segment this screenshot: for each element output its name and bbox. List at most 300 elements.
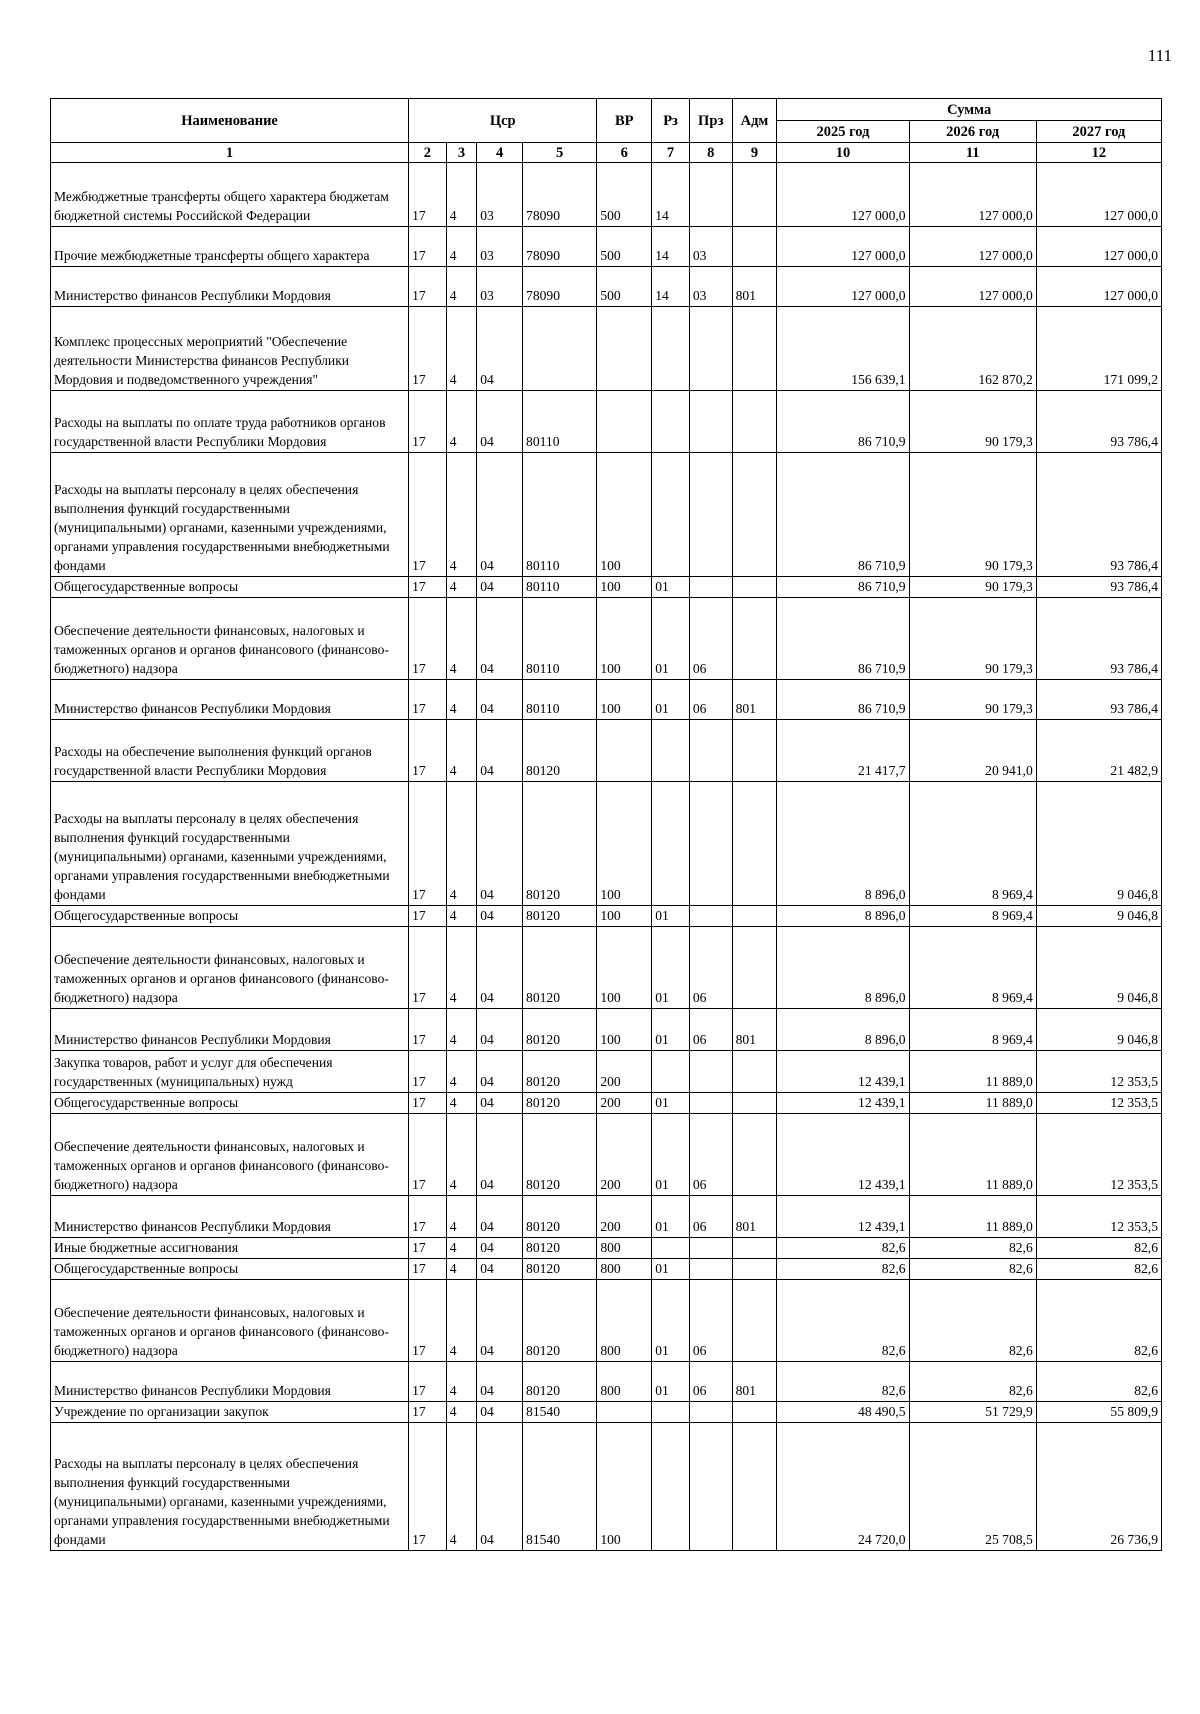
header-csr: Цср [409,99,597,143]
sum-2027: 82,6 [1036,1362,1161,1402]
sum-2025: 82,6 [777,1280,909,1362]
sum-2025: 127 000,0 [777,227,909,267]
csr-part-3: 04 [477,782,523,906]
sum-2025: 12 439,1 [777,1051,909,1093]
rz-code [652,1238,690,1259]
adm-code [732,1423,777,1551]
prz-code [689,906,732,927]
sum-2025: 12 439,1 [777,1114,909,1196]
vr-code: 100 [597,598,652,680]
sum-2026: 51 729,9 [909,1402,1036,1423]
sum-2025: 8 896,0 [777,1009,909,1051]
table-row [51,1093,1162,1114]
col-number: 11 [909,143,1036,163]
sum-2027: 82,6 [1036,1259,1161,1280]
col-number: 3 [446,143,477,163]
sum-2027: 21 482,9 [1036,720,1161,782]
col-number: 5 [523,143,597,163]
table-row [51,1009,1162,1051]
row-name: Министерство финансов Республики Мордовия [51,1362,409,1402]
csr-part-2: 4 [446,307,477,391]
adm-code [732,1114,777,1196]
table-row [51,307,1162,391]
prz-code: 06 [689,1114,732,1196]
sum-2026: 90 179,3 [909,598,1036,680]
rz-code: 01 [652,577,690,598]
csr-part-3: 04 [477,1402,523,1423]
sum-2027: 127 000,0 [1036,163,1161,227]
csr-part-2: 4 [446,1402,477,1423]
csr-part-1: 17 [409,1362,447,1402]
sum-2025: 156 639,1 [777,307,909,391]
csr-part-1: 17 [409,1093,447,1114]
header-prz: Прз [689,99,732,143]
sum-2027: 9 046,8 [1036,906,1161,927]
sum-2026: 82,6 [909,1280,1036,1362]
csr-part-2: 4 [446,1051,477,1093]
sum-2025: 8 896,0 [777,782,909,906]
sum-2027: 12 353,5 [1036,1114,1161,1196]
csr-part-4: 78090 [523,267,597,307]
csr-part-4: 80120 [523,782,597,906]
table-row [51,267,1162,307]
csr-part-2: 4 [446,1423,477,1551]
sum-2027: 9 046,8 [1036,927,1161,1009]
row-name: Расходы на выплаты персоналу в целях обеспечения выполнения функций государственными (муниципальными) органами, казенными учреждениями, органами управления государственными внебюджетными фондами [51,782,409,906]
sum-2027: 127 000,0 [1036,227,1161,267]
col-number: 9 [732,143,777,163]
table-row [51,1238,1162,1259]
rz-code [652,391,690,453]
csr-part-3: 04 [477,391,523,453]
rz-code: 01 [652,927,690,1009]
prz-code: 06 [689,598,732,680]
table-row [51,906,1162,927]
csr-part-2: 4 [446,1280,477,1362]
csr-part-2: 4 [446,227,477,267]
row-name: Обеспечение деятельности финансовых, налоговых и таможенных органов и органов финансового (финансово-бюджетного) надзора [51,1114,409,1196]
prz-code: 06 [689,1280,732,1362]
table-row [51,1114,1162,1196]
adm-code [732,1402,777,1423]
vr-code [597,1402,652,1423]
sum-2025: 48 490,5 [777,1402,909,1423]
vr-code [597,307,652,391]
vr-code: 100 [597,680,652,720]
sum-2027: 171 099,2 [1036,307,1161,391]
csr-part-1: 17 [409,720,447,782]
rz-code: 01 [652,1093,690,1114]
csr-part-4: 80110 [523,391,597,453]
csr-part-2: 4 [446,598,477,680]
csr-part-4: 80120 [523,1051,597,1093]
vr-code: 800 [597,1280,652,1362]
rz-code: 01 [652,598,690,680]
csr-part-2: 4 [446,782,477,906]
sum-2026: 8 969,4 [909,906,1036,927]
row-name: Расходы на выплаты персоналу в целях обеспечения выполнения функций государственными (муниципальными) органами, казенными учреждениями, органами управления государственными внебюджетными фондами [51,453,409,577]
adm-code [732,1280,777,1362]
page-number: 111 [1147,46,1172,65]
table-row [51,1423,1162,1551]
row-name: Министерство финансов Республики Мордовия [51,267,409,307]
vr-code: 100 [597,577,652,598]
table-row [51,720,1162,782]
rz-code: 01 [652,1196,690,1238]
sum-2025: 82,6 [777,1362,909,1402]
csr-part-2: 4 [446,1196,477,1238]
vr-code: 100 [597,906,652,927]
csr-part-3: 04 [477,680,523,720]
adm-code [732,927,777,1009]
col-number: 12 [1036,143,1161,163]
table-row [51,391,1162,453]
header-year-2027: 2027 год [1036,121,1161,143]
prz-code: 06 [689,1362,732,1402]
csr-part-2: 4 [446,163,477,227]
csr-part-4 [523,307,597,391]
csr-part-2: 4 [446,1093,477,1114]
adm-code [732,1259,777,1280]
table-row [51,1051,1162,1093]
sum-2027: 127 000,0 [1036,267,1161,307]
sum-2025: 86 710,9 [777,391,909,453]
header-year-2025: 2025 год [777,121,909,143]
csr-part-2: 4 [446,1009,477,1051]
csr-part-4: 80120 [523,1259,597,1280]
sum-2027: 82,6 [1036,1280,1161,1362]
adm-code [732,307,777,391]
rz-code [652,453,690,577]
adm-code [732,453,777,577]
csr-part-1: 17 [409,1423,447,1551]
csr-part-1: 17 [409,163,447,227]
table-row [51,927,1162,1009]
csr-part-3: 04 [477,1009,523,1051]
sum-2027: 26 736,9 [1036,1423,1161,1551]
sum-2027: 12 353,5 [1036,1051,1161,1093]
csr-part-3: 04 [477,598,523,680]
csr-part-2: 4 [446,680,477,720]
csr-part-3: 04 [477,1093,523,1114]
csr-part-2: 4 [446,1238,477,1259]
csr-part-4: 80120 [523,720,597,782]
csr-part-3: 03 [477,163,523,227]
vr-code: 100 [597,927,652,1009]
prz-code: 06 [689,1196,732,1238]
csr-part-3: 04 [477,1051,523,1093]
csr-part-2: 4 [446,906,477,927]
adm-code [732,227,777,267]
sum-2026: 90 179,3 [909,577,1036,598]
adm-code [732,1051,777,1093]
adm-code [732,598,777,680]
row-name: Министерство финансов Республики Мордовия [51,1196,409,1238]
sum-2026: 127 000,0 [909,163,1036,227]
csr-part-3: 04 [477,307,523,391]
vr-code: 200 [597,1093,652,1114]
vr-code: 800 [597,1259,652,1280]
prz-code: 03 [689,227,732,267]
vr-code: 500 [597,227,652,267]
prz-code [689,1402,732,1423]
table-row [51,453,1162,577]
sum-2027: 9 046,8 [1036,1009,1161,1051]
csr-part-1: 17 [409,1009,447,1051]
csr-part-4: 80110 [523,453,597,577]
sum-2025: 8 896,0 [777,906,909,927]
csr-part-4: 81540 [523,1402,597,1423]
adm-code [732,906,777,927]
csr-part-2: 4 [446,577,477,598]
csr-part-2: 4 [446,1259,477,1280]
rz-code: 01 [652,1362,690,1402]
csr-part-1: 17 [409,453,447,577]
sum-2025: 24 720,0 [777,1423,909,1551]
csr-part-3: 03 [477,267,523,307]
row-name: Обеспечение деятельности финансовых, налоговых и таможенных органов и органов финансового (финансово-бюджетного) надзора [51,1280,409,1362]
csr-part-2: 4 [446,1114,477,1196]
prz-code [689,453,732,577]
col-number: 6 [597,143,652,163]
row-name: Иные бюджетные ассигнования [51,1238,409,1259]
csr-part-4: 80120 [523,906,597,927]
vr-code: 100 [597,782,652,906]
csr-part-4: 80120 [523,1280,597,1362]
prz-code [689,1238,732,1259]
sum-2026: 162 870,2 [909,307,1036,391]
sum-2025: 86 710,9 [777,598,909,680]
csr-part-1: 17 [409,1259,447,1280]
csr-part-1: 17 [409,267,447,307]
prz-code [689,577,732,598]
sum-2025: 86 710,9 [777,453,909,577]
rz-code [652,1402,690,1423]
prz-code [689,1259,732,1280]
vr-code [597,391,652,453]
header-row-top [51,99,1162,121]
sum-2027: 12 353,5 [1036,1093,1161,1114]
csr-part-2: 4 [446,453,477,577]
row-name: Министерство финансов Республики Мордовия [51,680,409,720]
csr-part-2: 4 [446,1362,477,1402]
sum-2025: 82,6 [777,1238,909,1259]
rz-code: 01 [652,1009,690,1051]
sum-2027: 93 786,4 [1036,577,1161,598]
adm-code: 801 [732,267,777,307]
vr-code: 200 [597,1196,652,1238]
sum-2025: 86 710,9 [777,577,909,598]
rz-code [652,782,690,906]
rz-code [652,720,690,782]
row-name: Расходы на выплаты персоналу в целях обеспечения выполнения функций государственными (муниципальными) органами, казенными учреждениями, органами управления государственными внебюджетными фондами [51,1423,409,1551]
sum-2025: 12 439,1 [777,1093,909,1114]
col-number: 2 [409,143,447,163]
sum-2026: 90 179,3 [909,680,1036,720]
vr-code: 100 [597,453,652,577]
budget-table [50,98,1162,1551]
row-name: Расходы на обеспечение выполнения функций органов государственной власти Республики Мордовия [51,720,409,782]
sum-2027: 93 786,4 [1036,453,1161,577]
csr-part-2: 4 [446,720,477,782]
row-name: Закупка товаров, работ и услуг для обеспечения государственных (муниципальных) нужд [51,1051,409,1093]
header-adm: Адм [732,99,777,143]
sum-2025: 127 000,0 [777,267,909,307]
vr-code: 200 [597,1051,652,1093]
col-number: 10 [777,143,909,163]
prz-code: 06 [689,680,732,720]
prz-code [689,1423,732,1551]
csr-part-4: 80120 [523,1362,597,1402]
row-name: Межбюджетные трансферты общего характера бюджетам бюджетной системы Российской Федерации [51,163,409,227]
table-body [51,163,1162,1551]
csr-part-3: 04 [477,577,523,598]
row-name: Обеспечение деятельности финансовых, налоговых и таможенных органов и органов финансового (финансово-бюджетного) надзора [51,598,409,680]
sum-2026: 8 969,4 [909,782,1036,906]
sum-2026: 82,6 [909,1362,1036,1402]
sum-2026: 11 889,0 [909,1114,1036,1196]
sum-2025: 82,6 [777,1259,909,1280]
table-row [51,1280,1162,1362]
csr-part-4: 81540 [523,1423,597,1551]
prz-code [689,163,732,227]
csr-part-3: 04 [477,720,523,782]
csr-part-3: 03 [477,227,523,267]
csr-part-1: 17 [409,906,447,927]
csr-part-4: 78090 [523,163,597,227]
table-row [51,1362,1162,1402]
vr-code: 800 [597,1362,652,1402]
rz-code: 14 [652,227,690,267]
csr-part-3: 04 [477,1114,523,1196]
col-number: 4 [477,143,523,163]
csr-part-1: 17 [409,1402,447,1423]
row-name: Общегосударственные вопросы [51,906,409,927]
sum-2027: 55 809,9 [1036,1402,1161,1423]
csr-part-1: 17 [409,598,447,680]
sum-2025: 8 896,0 [777,927,909,1009]
header-rz: Рз [652,99,690,143]
sum-2026: 82,6 [909,1238,1036,1259]
prz-code [689,391,732,453]
vr-code: 200 [597,1114,652,1196]
sum-2025: 86 710,9 [777,680,909,720]
csr-part-4: 80120 [523,927,597,1009]
row-name: Комплекс процессных мероприятий "Обеспечение деятельности Министерства финансов Республики Мордовия и подведомственного учреждения" [51,307,409,391]
row-name: Расходы на выплаты по оплате труда работников органов государственной власти Республики Мордовия [51,391,409,453]
row-name: Общегосударственные вопросы [51,1259,409,1280]
csr-part-4: 80120 [523,1238,597,1259]
csr-part-1: 17 [409,391,447,453]
table-row [51,577,1162,598]
csr-part-1: 17 [409,782,447,906]
adm-code: 801 [732,1362,777,1402]
csr-part-4: 80110 [523,598,597,680]
prz-code [689,1051,732,1093]
rz-code: 14 [652,267,690,307]
row-name: Учреждение по организации закупок [51,1402,409,1423]
row-name: Прочие межбюджетные трансферты общего характера [51,227,409,267]
csr-part-3: 04 [477,927,523,1009]
adm-code: 801 [732,1196,777,1238]
adm-code: 801 [732,1009,777,1051]
row-name: Общегосударственные вопросы [51,1093,409,1114]
csr-part-2: 4 [446,927,477,1009]
sum-2026: 11 889,0 [909,1051,1036,1093]
row-name: Обеспечение деятельности финансовых, налоговых и таможенных органов и органов финансового (финансово-бюджетного) надзора [51,927,409,1009]
sum-2027: 12 353,5 [1036,1196,1161,1238]
prz-code: 03 [689,267,732,307]
prz-code: 06 [689,1009,732,1051]
adm-code [732,782,777,906]
adm-code: 801 [732,680,777,720]
sum-2026: 127 000,0 [909,267,1036,307]
sum-2027: 93 786,4 [1036,680,1161,720]
adm-code [732,1093,777,1114]
row-name: Министерство финансов Республики Мордовия [51,1009,409,1051]
csr-part-1: 17 [409,307,447,391]
csr-part-1: 17 [409,577,447,598]
sum-2026: 8 969,4 [909,1009,1036,1051]
csr-part-4: 78090 [523,227,597,267]
csr-part-1: 17 [409,227,447,267]
column-number-row [51,143,1162,163]
table-row [51,1196,1162,1238]
col-number: 7 [652,143,690,163]
rz-code: 14 [652,163,690,227]
csr-part-4: 80110 [523,680,597,720]
sum-2025: 12 439,1 [777,1196,909,1238]
adm-code [732,163,777,227]
sum-2027: 93 786,4 [1036,391,1161,453]
sum-2027: 9 046,8 [1036,782,1161,906]
table-row [51,1402,1162,1423]
prz-code: 06 [689,927,732,1009]
vr-code [597,720,652,782]
csr-part-3: 04 [477,1196,523,1238]
header-sum: Сумма [777,99,1162,121]
csr-part-1: 17 [409,680,447,720]
prz-code [689,1093,732,1114]
csr-part-3: 04 [477,1238,523,1259]
vr-code: 100 [597,1009,652,1051]
rz-code: 01 [652,1259,690,1280]
csr-part-1: 17 [409,1280,447,1362]
csr-part-3: 04 [477,1362,523,1402]
vr-code: 500 [597,267,652,307]
csr-part-3: 04 [477,1423,523,1551]
csr-part-1: 17 [409,1238,447,1259]
sum-2026: 20 941,0 [909,720,1036,782]
sum-2026: 82,6 [909,1259,1036,1280]
sum-2027: 93 786,4 [1036,598,1161,680]
table-row [51,227,1162,267]
rz-code: 01 [652,906,690,927]
header-vr: ВР [597,99,652,143]
sum-2026: 11 889,0 [909,1196,1036,1238]
rz-code [652,1423,690,1551]
col-number: 1 [51,143,409,163]
csr-part-3: 04 [477,906,523,927]
prz-code [689,720,732,782]
header-year-2026: 2026 год [909,121,1036,143]
adm-code [732,391,777,453]
table-row [51,680,1162,720]
csr-part-1: 17 [409,927,447,1009]
csr-part-1: 17 [409,1196,447,1238]
csr-part-1: 17 [409,1051,447,1093]
vr-code: 100 [597,1423,652,1551]
